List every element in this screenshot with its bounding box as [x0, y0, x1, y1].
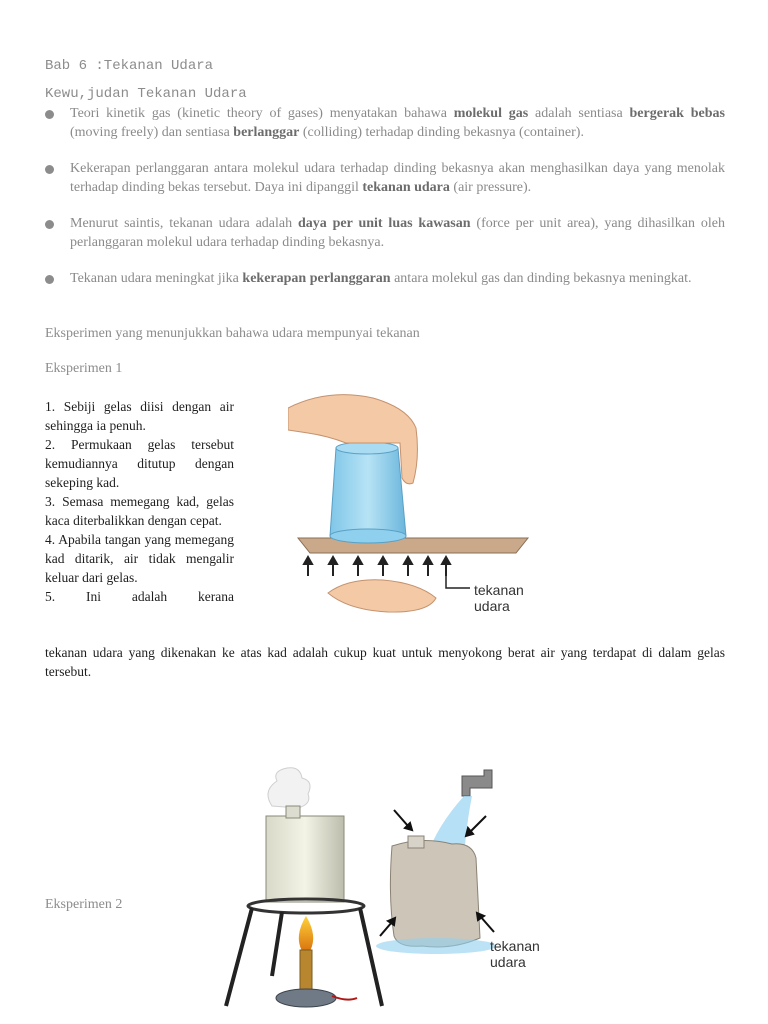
tripod-leg	[272, 912, 282, 976]
tap-icon	[462, 770, 492, 796]
experiments-intro: Eksperimen yang menunjukkan bahawa udara mempunyai tekanan	[45, 326, 420, 341]
bullet-text	[70, 104, 725, 142]
flame-icon	[299, 916, 313, 951]
section-title: Kewu,judan Tekanan Udara	[45, 86, 247, 102]
bold-term: bergerak bebas	[629, 106, 725, 121]
bullet-run: Menurut saintis, tekanan udara adalah	[70, 216, 298, 231]
chapter-title: Bab 6 :Tekanan Udara	[45, 58, 214, 74]
bold-term: molekul gas	[453, 106, 529, 121]
bunsen-burner	[300, 950, 312, 994]
bold-term: berlanggar	[233, 125, 300, 140]
steam-icon	[268, 768, 310, 808]
bullet-text	[70, 269, 725, 288]
step-1: 1. Sebiji gelas diisi dengan air sehingga ia penuh.	[45, 399, 234, 433]
bold-term: tekanan udara	[362, 180, 450, 195]
bullet-text	[70, 214, 725, 252]
step-5: 5. Ini adalah kerana	[45, 589, 234, 604]
experiment2-title: Eksperimen 2	[45, 897, 123, 912]
experiment1-label: tekanan udara	[474, 582, 524, 614]
bullet-item	[45, 269, 725, 288]
bold-term: kekerapan perlanggaran	[242, 271, 391, 286]
bullet-run: (moving freely) dan sentiasa	[70, 125, 234, 140]
bullet-run: adalah sentiasa	[528, 106, 630, 121]
experiment1-title: Eksperimen 1	[45, 361, 123, 376]
bold-term: daya per unit luas kawasan	[297, 216, 471, 231]
bullet-dot-icon	[45, 220, 54, 229]
bullet-item	[45, 214, 725, 252]
crushed-can	[390, 840, 480, 947]
bullet-run: (colliding) terhadap dinding bekasnya (container).	[299, 125, 584, 140]
bullet-run: (air pressure).	[449, 180, 532, 195]
glass-shape	[330, 448, 406, 536]
bullet-run: Kekerapan perlanggaran antara molekul udara terhadap dinding bekasnya akan menghasilkan daya yang menolak terhadap dinding bekas tersebut. Daya ini dipanggil	[70, 161, 725, 195]
bullet-text	[70, 159, 725, 197]
experiment2-illustration	[222, 766, 552, 1016]
step-2: 2. Permukaan gelas tersebut kemudiannya ditutup dengan sekeping kad.	[45, 437, 234, 490]
bullet-run: (force per unit area), yang dihasilkan oleh perlanggaran molekul udara terhadap dinding bekasnya.	[70, 216, 725, 250]
step-5-continuation: tekanan udara yang dikenakan ke atas kad adalah cukup kuat untuk menyokong berat air yang terdapat di dalam gelas tersebut.	[45, 645, 725, 679]
step-3: 3. Semasa memegang kad, gelas kaca diterbalikkan dengan cepat.	[45, 494, 234, 528]
experiment2-label: tekanan udara	[490, 938, 540, 970]
bullet-item	[45, 159, 725, 197]
bottom-hand-icon	[328, 580, 436, 612]
experiment1-steps	[45, 397, 234, 606]
bullet-run: Tekanan udara meningkat jika	[70, 271, 243, 286]
bullet-run: Teori kinetik gas (kinetic theory of gases) menyatakan bahawa	[70, 106, 454, 121]
card-shape	[298, 538, 528, 553]
bullet-dot-icon	[45, 110, 54, 119]
heated-can	[266, 816, 344, 902]
step-4: 4. Apabila tangan yang memegang kad ditarik, air tidak mengalir keluar dari gelas.	[45, 532, 234, 585]
bullet-dot-icon	[45, 165, 54, 174]
bullet-run: antara molekul gas dan dinding bekasnya meningkat.	[390, 271, 692, 286]
tripod-leg	[360, 908, 382, 1006]
bullet-dot-icon	[45, 275, 54, 284]
pressure-arrows	[304, 557, 450, 576]
tripod-leg	[226, 908, 252, 1006]
bullet-item	[45, 104, 725, 142]
